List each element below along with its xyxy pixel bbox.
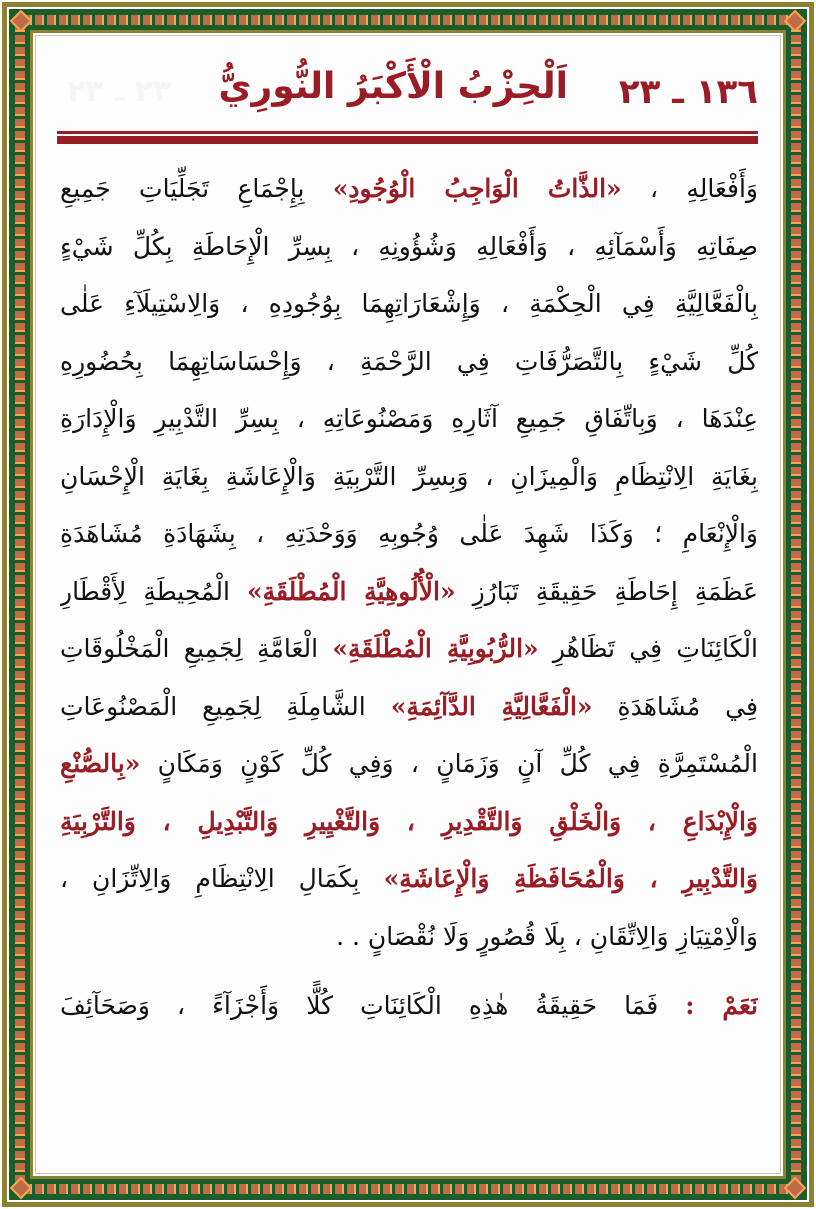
text-line — [60, 735, 758, 793]
highlighted-phrase: «الذَّاتُ الْوَاجِبُ الْوُجُودِ» — [332, 174, 622, 203]
text-segment: بِإِجْمَاعِ تَجَلِّيَاتِ جَمِيعِ — [60, 174, 333, 203]
text-segment: كُلِّ شَيْءٍ بِالتَّصَرُّفَاتِ فِي الرَّحْمَةِ ، وَإِحْسَاسَاتِهِمَا بِحُضُورِهِ — [60, 346, 758, 376]
text-segment: صِفَاتِهِ وَأَسْمَآئِهِ ، وَأَفْعَالِهِ وَشُؤُونِهِ ، بِسِرِّ الْإِحَاطَةِ بِكُلِّ شَيْءٍ — [60, 231, 758, 261]
highlighted-phrase: وَالتَّدْبِيرِ ، وَالْمُحَافَظَةِ وَالْإِعَاشَةِ» — [383, 864, 758, 893]
text-segment: الْمُحِيطَةِ لِأَقْطَارِ — [60, 576, 247, 606]
text-line — [60, 448, 758, 506]
text-segment: وَأَفْعَالِهِ ، — [621, 174, 758, 203]
page-title: اَلْحِزْبُ الْأَكْبَرُ النُّورِيُّ — [218, 66, 568, 107]
page-number: ١٣٦ ـ ٢٣ — [618, 72, 758, 112]
text-segment: فِي مُشَاهَدَةِ — [592, 691, 758, 721]
border-chain-right — [791, 22, 801, 1187]
text-segment: الْكَائِنَاتِ فِي تَظَاهُرِ — [538, 634, 758, 663]
highlighted-phrase: «الرُّبُوبِيَّةِ الْمُطْلَقَةِ» — [332, 634, 539, 663]
text-segment: وَالْإِنْعَامِ ؛ وَكَذَا شَهِدَ عَلٰى وُجُوبِهِ وَوَحْدَتِهِ ، بِشَهَادَةِ مُشَاهَدَةِ — [60, 519, 758, 548]
text-line — [60, 850, 758, 908]
text-segment: الْعَامَّةِ لِجَمِيعِ الْمَخْلُوقَاتِ — [60, 634, 333, 663]
text-segment: بِغَايَةِ الِانْتِظَامِ وَالْمِيزَانِ ، وَبِسِرِّ التَّرْبِيَةِ وَالْإِعَاشَةِ بِغَايَةِ الْإِحْسَانِ — [60, 461, 758, 491]
highlighted-phrase: «الْأُلُوهِيَّةِ الْمُطْلَقَةِ» — [246, 576, 456, 606]
text-line — [60, 218, 758, 276]
header-rule-thick — [57, 136, 758, 144]
highlighted-phrase: وَالْإِبْدَاعِ ، وَالْخَلْقِ وَالتَّقْدِيرِ ، وَالتَّغْيِيرِ وَالتَّبْدِيلِ ، وَالتَّرْبِيَةِ — [60, 806, 758, 836]
text-line — [60, 908, 758, 966]
header-watermark: ٢٣ ـ ٢٣ — [67, 74, 172, 109]
text-line — [60, 275, 758, 333]
border-chain-left — [15, 22, 25, 1187]
text-segment: فَمَا حَقِيقَةُ هٰذِهِ الْكَائِنَاتِ كُلًّا وَأَجْزَآءً ، وَصَحَآئِفَ — [60, 991, 686, 1020]
page-header — [57, 66, 758, 126]
text-segment: عِنْدَهَا ، وَبِاتِّفَاقِ جَمِيعِ آثَارِهِ وَمَصْنُوعَاتِهِ ، بِسِرِّ التَّدْبِيرِ وَالْإِدَارَةِ — [60, 404, 758, 433]
text-line — [60, 390, 758, 448]
highlighted-phrase: «بِالصُّنْعِ — [60, 749, 141, 778]
text-segment: الشَّامِلَةِ لِجَمِيعِ الْمَصْنُوعَاتِ — [60, 691, 391, 721]
text-line — [60, 505, 758, 563]
text-line — [60, 160, 758, 218]
text-segment: عَظَمَةِ إِحَاطَةِ حَقِيقَةِ تَبَارُزِ — [455, 576, 758, 606]
text-segment: بِكَمَالِ الِانْتِظَامِ وَالِاتِّزَانِ ، — [60, 864, 384, 893]
text-line — [60, 793, 758, 851]
header-rule-thin — [57, 131, 758, 134]
body-text — [60, 160, 758, 1035]
text-segment: بِالْفَعَّالِيَّةِ فِي الْحِكْمَةِ ، وَإِشْعَارَاتِهِمَا بِوُجُودِهِ ، وَالِاسْتِيلَآءِ عَلٰى — [60, 289, 758, 318]
border-chain-bottom — [22, 1184, 794, 1194]
text-line — [60, 333, 758, 391]
border-chain-top — [22, 15, 794, 25]
text-segment: وَالْاِمْتِيَازِ وَالِاتِّقَانِ ، بِلَا قُصُورٍ وَلَا نُقْصَانٍ . . — [336, 921, 758, 951]
highlighted-phrase: نَعَمْ : — [685, 991, 758, 1020]
text-line — [60, 620, 758, 678]
text-line — [60, 563, 758, 621]
text-line — [60, 977, 758, 1035]
text-segment: الْمُسْتَمِرَّةِ فِي كُلِّ آنٍ وَزَمَانٍ ، وَفِي كُلِّ كَوْنٍ وَمَكَانٍ — [140, 749, 758, 778]
text-line — [60, 678, 758, 736]
highlighted-phrase: «الْفَعَّالِيَّةِ الدَّآئِمَةِ» — [390, 691, 593, 721]
